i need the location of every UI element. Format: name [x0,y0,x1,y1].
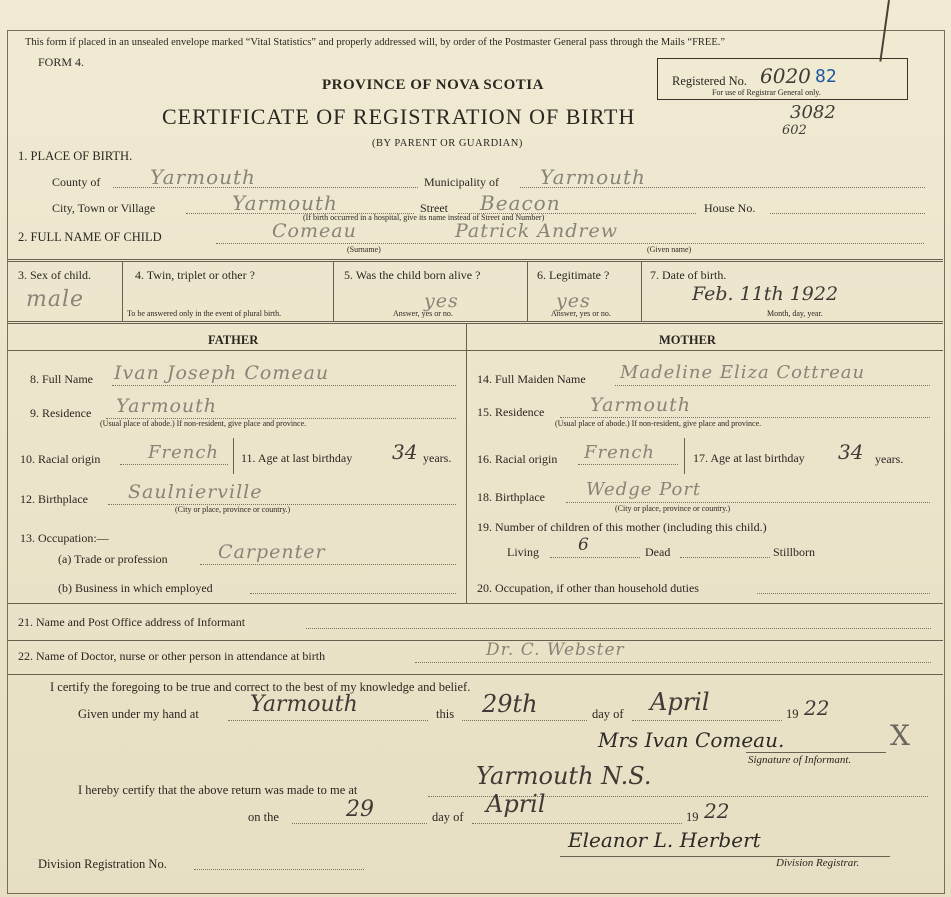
line [228,720,428,721]
on-the-label: on the [248,810,279,824]
registrar-use-note: For use of Registrar General only. [712,88,821,97]
margin-note: 3082 [790,102,836,123]
rule [8,321,943,322]
rule [8,640,943,641]
sex-label: 3. Sex of child. [18,268,91,282]
street-value: Beacon [480,191,561,215]
rule [8,259,943,260]
line [194,869,364,870]
line [578,464,678,465]
mother-birthplace-label: 18. Birthplace [477,490,545,504]
mother-name-label: 14. Full Maiden Name [477,372,586,386]
year-prefix: 19 [786,707,799,721]
line [615,385,930,386]
mother-racial-value: French [584,442,656,463]
mother-residence-value: Yarmouth [590,394,692,416]
day-of-label: day of [592,707,624,721]
doctor-value: Dr. C. Webster [486,640,625,660]
child-name-label: 2. FULL NAME OF CHILD [18,230,162,244]
mother-birthplace-caption: (City or place, province or country.) [615,504,731,513]
mother-age-label: 17. Age at last birthday [693,451,805,465]
this-label: this [436,707,455,721]
rule [8,603,943,604]
dob-value: Feb. 11th 1922 [692,283,839,305]
line [550,557,640,558]
father-name-value: Ivan Joseph Comeau [114,362,330,384]
given-day: 29th [482,690,538,718]
father-birthplace-caption: (City or place, province or country.) [175,505,291,514]
city-value: Yarmouth [232,191,338,215]
return-place: Yarmouth N.S. [476,762,652,790]
return-month: April [486,790,546,818]
given-year: 22 [804,696,830,720]
child-surname: Comeau [272,220,357,242]
line [632,720,782,721]
line [560,417,930,418]
parents-divider [466,323,467,603]
rule [8,350,943,351]
father-trade-label: (a) Trade or profession [58,552,168,566]
city-label: City, Town or Village [52,201,156,215]
stillborn-label: Stillborn [773,545,816,559]
legitimate-label: 6. Legitimate ? [537,268,610,282]
dead-label: Dead [645,545,671,559]
place-of-birth-heading: 1. PLACE OF BIRTH. [18,149,133,163]
province-heading: PROVINCE OF NOVA SCOTIA [322,77,544,93]
division-registrar-caption: Division Registrar. [776,857,860,869]
certify-text: I certify the foregoing to be true and correct to the best of my knowledge and belief. [50,680,471,694]
twin-label: 4. Twin, triplet or other ? [135,268,255,282]
father-residence-value: Yarmouth [116,395,218,417]
line [292,823,427,824]
registered-label: Registered No. [672,74,747,88]
informant-signature-caption: Signature of Informant. [748,754,852,766]
given-month: April [650,688,710,716]
house-no-line [770,213,925,214]
mother-birthplace-value: Wedge Port [586,479,702,500]
registered-number: 6020 [760,64,811,88]
line [680,557,770,558]
mother-heading: MOTHER [659,333,716,347]
line [120,464,228,465]
father-occupation-label: 13. Occupation:— [20,531,109,545]
house-no-label: House No. [704,201,756,215]
living-value: 6 [578,535,589,555]
divider [684,438,685,474]
informant-signature: Mrs Ivan Comeau. [598,728,785,752]
child-name-line [216,243,924,244]
line [757,593,930,594]
divider [333,261,334,321]
father-birthplace-value: Saulnierville [128,481,263,503]
born-alive-value: yes [424,290,459,312]
mother-residence-caption: (Usual place of abode.) If non-resident, give place and province. [555,419,762,428]
line [566,502,930,503]
child-given-name: Patrick Andrew [455,220,618,242]
line [112,385,456,386]
postal-notice: This form if placed in an unsealed envelope marked “Vital Statistics” and properly addressed will, by order of the Postmaster General pass through the Mails “FREE.” [25,37,726,48]
line [250,593,456,594]
doctor-label: 22. Name of Doctor, nurse or other person in attendance at birth [18,649,326,663]
county-value: Yarmouth [150,165,256,189]
form-number: FORM 4. [38,55,85,69]
line [200,564,456,565]
page-subtitle: (BY PARENT OR GUARDIAN) [372,138,523,149]
mother-years: years. [875,452,904,466]
return-day: 29 [346,797,374,822]
mother-occupation-label: 20. Occupation, if other than household duties [477,581,699,595]
divider [233,438,234,474]
father-residence-caption: (Usual place of abode.) If non-resident, give place and province. [100,419,307,428]
living-label: Living [507,545,539,559]
divider [527,261,528,321]
divider [641,261,642,321]
return-text: I hereby certify that the above return was made to me at [78,783,358,797]
page-title: CERTIFICATE OF REGISTRATION OF BIRTH [162,104,636,129]
mother-age-value: 34 [838,440,864,464]
father-racial-value: French [148,442,220,463]
father-business-label: (b) Business in which employed [58,581,213,595]
line [306,628,931,629]
dob-caption: Month, day, year. [767,309,823,318]
rule [8,323,943,324]
father-years: years. [423,451,452,465]
father-heading: FATHER [208,333,259,347]
return-day-of-label: day of [432,810,464,824]
municipality-label: Municipality of [424,175,499,189]
legitimate-value: yes [556,290,591,312]
return-year-prefix: 19 [686,810,699,824]
father-age-label: 11. Age at last birthday [241,451,353,465]
registered-stamp: 82 [815,66,837,87]
born-alive-label: 5. Was the child born alive ? [344,268,481,282]
registrar-signature: Eleanor L. Herbert [568,828,761,852]
divider [122,261,123,321]
municipality-value: Yarmouth [540,165,646,189]
father-name-label: 8. Full Name [30,372,93,386]
father-residence-label: 9. Residence [30,406,92,420]
mother-name-value: Madeline Eliza Cottreau [620,362,866,383]
given-label: Given under my hand at [78,707,199,721]
mother-children-label: 19. Number of children of this mother (including this child.) [477,520,767,534]
dob-label: 7. Date of birth. [650,268,727,282]
signature-line [746,752,886,753]
margin-note-2: 602 [782,123,807,138]
line [472,823,682,824]
informant-label: 21. Name and Post Office address of Informant [18,615,246,629]
street-label: Street [420,201,448,215]
rule [8,674,943,675]
legitimate-caption: Answer, yes or no. [551,309,611,318]
informant-mark: X [890,719,910,752]
county-label: County of [52,175,101,189]
surname-caption: (Surname) [347,245,381,254]
rule [8,261,943,262]
father-racial-label: 10. Racial origin [20,452,101,466]
born-alive-caption: Answer, yes or no. [393,309,453,318]
twin-note: To be answered only in the event of plural birth. [127,309,282,318]
given-place: Yarmouth [250,692,358,717]
mother-racial-label: 16. Racial origin [477,452,558,466]
return-year: 22 [704,799,730,823]
given-name-caption: (Given name) [647,245,692,254]
line [415,662,931,663]
hospital-note: (If birth occurred in a hospital, give its name instead of Street and Number) [303,213,545,222]
mother-residence-label: 15. Residence [477,405,545,419]
father-birthplace-label: 12. Birthplace [20,492,88,506]
sex-value: male [26,287,85,312]
line [462,720,587,721]
father-trade-value: Carpenter [218,541,326,563]
division-registration-label: Division Registration No. [38,857,167,871]
father-age-value: 34 [392,440,418,464]
